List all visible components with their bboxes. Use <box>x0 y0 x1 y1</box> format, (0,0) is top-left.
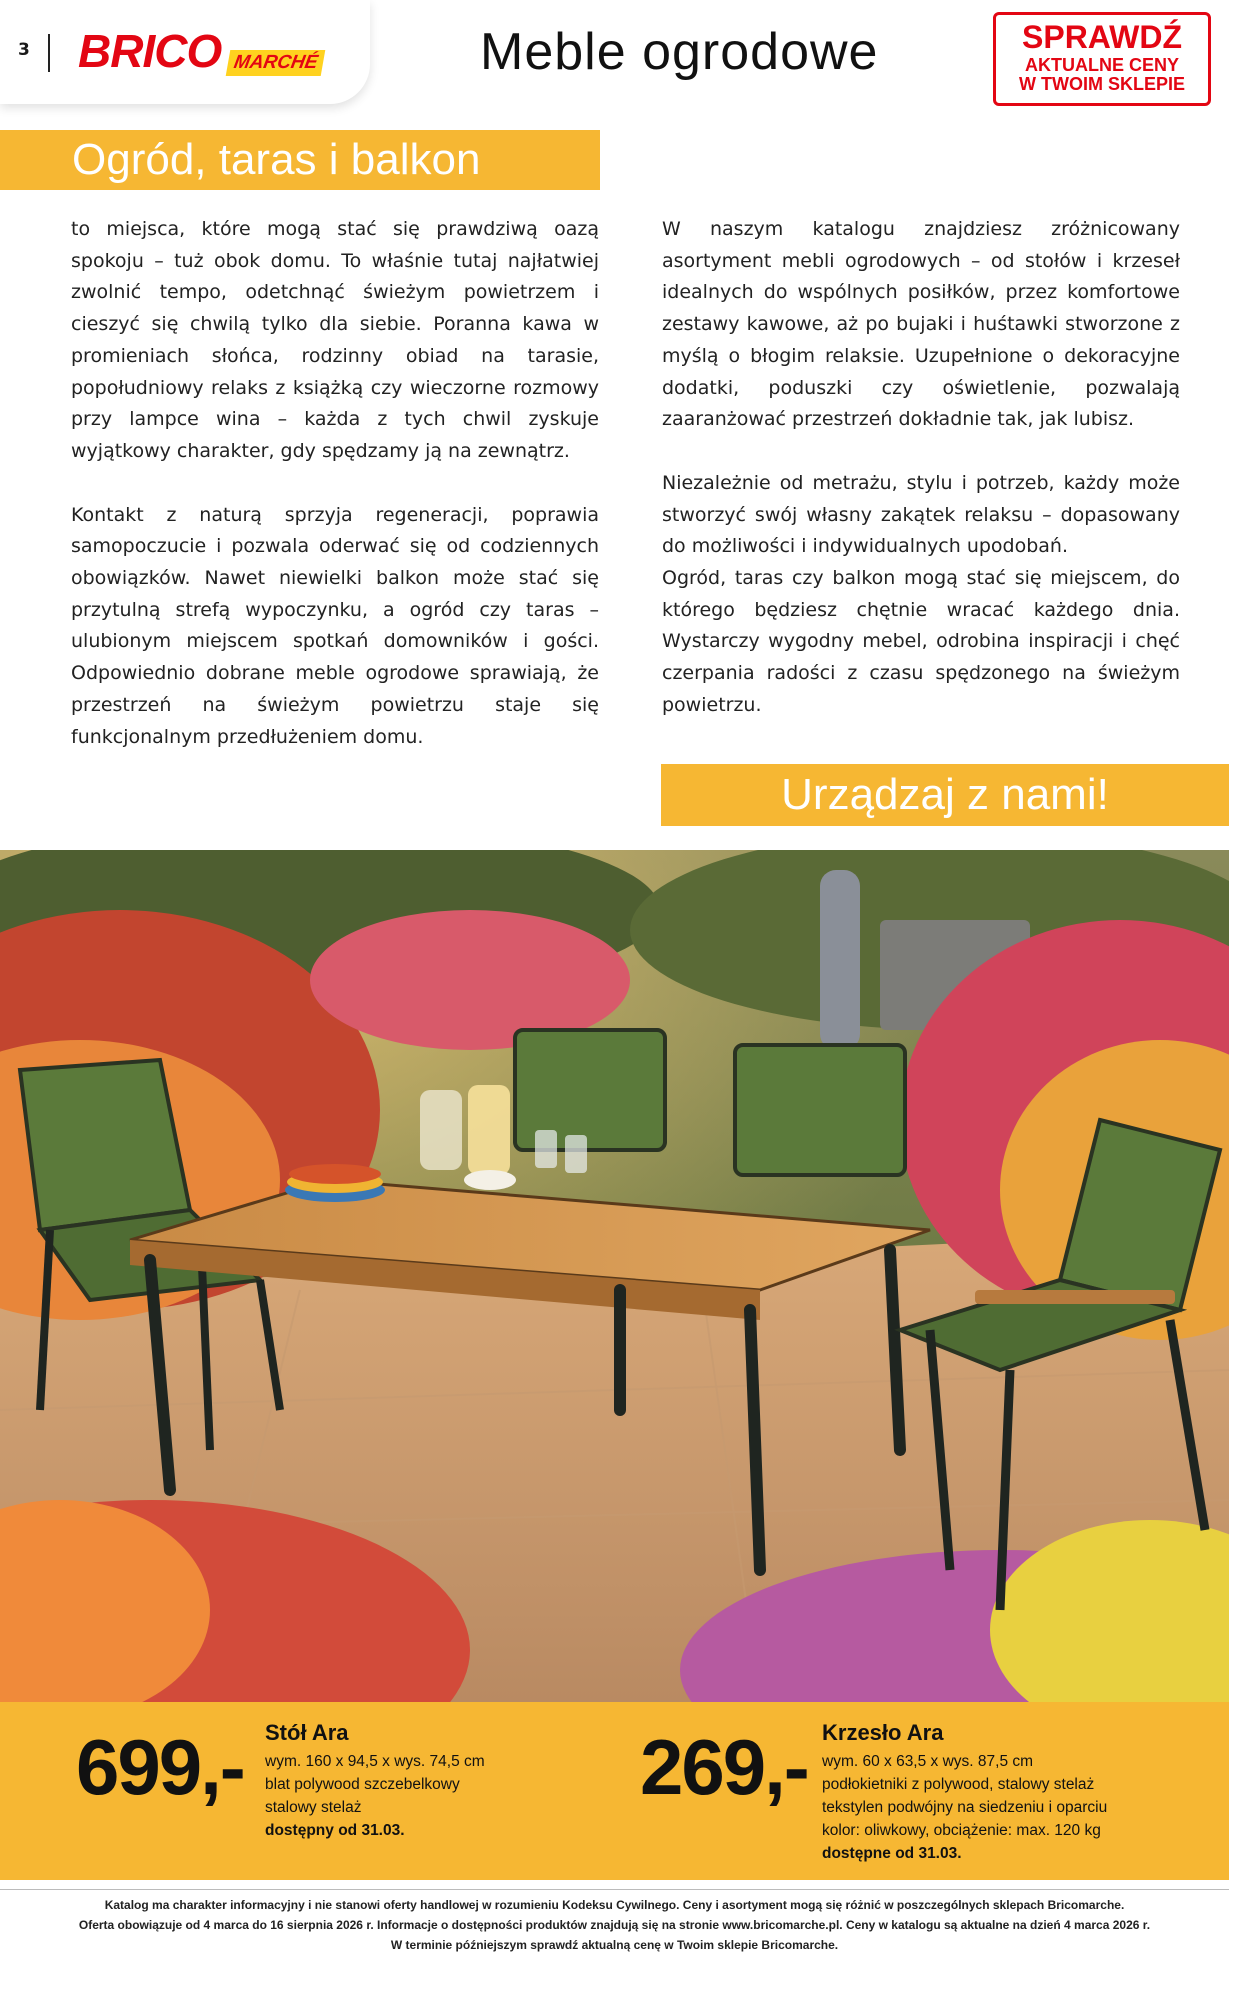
product-availability: dostępny od 31.03. <box>265 1822 405 1839</box>
check-badge-line-2: W TWOIM SKLEPIE <box>1019 74 1185 94</box>
page-title: Meble ogrodowe <box>480 23 879 81</box>
section-heading-garden: Ogród, taras i balkon <box>0 130 600 190</box>
footer-line-1: Katalog ma charakter informacyjny i nie stanowi oferty handlowej w rozumieniu Kodeksu Cywilnego. Ceny i asortyment mogą się różnić w poszczególnych sklepach Bricomarche. <box>104 1898 1125 1912</box>
product-table <box>265 1720 485 1842</box>
section-heading-arrange: Urządzaj z nami! <box>661 764 1229 826</box>
left-text-column <box>71 214 599 753</box>
product-availability: dostępne od 31.03. <box>822 1845 962 1862</box>
page-number: 3 <box>18 40 30 60</box>
logo-divider <box>48 34 50 72</box>
product-spec: kolor: oliwkowy, obciążenie: max. 120 kg <box>822 1822 1101 1839</box>
price-band <box>0 1702 1229 1880</box>
check-badge-line-1: AKTUALNE CENY <box>1024 55 1179 75</box>
footer-divider <box>0 1889 1229 1890</box>
price-table: 699,- <box>76 1723 244 1811</box>
product-chair <box>822 1720 1107 1865</box>
left-paragraph-2: Kontakt z naturą sprzyja regeneracji, poprawia samopoczucie i pozwala oderwać się od codziennych obowiązków. Nawet niewielki balkon może stać się przytulną strefą wypoczynku, a ogród czy taras – ulubionym miejscem spotkań domowników i gości. Odpowiednio dobrane meble ogrodowe sprawiają, że przestrzeń na świeżym powietrzu staje się funkcjonalnym przedłużeniem domu. <box>71 503 599 748</box>
check-badge-title: SPRAWDŹ <box>1022 19 1182 55</box>
product-spec: blat polywood szczebelkowy <box>265 1776 460 1793</box>
brand-logo-subtitle: MARCHÉ <box>226 50 326 76</box>
product-spec: wym. 60 x 63,5 x wys. 87,5 cm <box>822 1753 1034 1770</box>
legal-footer <box>0 1895 1229 1955</box>
right-paragraph-2: Niezależnie od metrażu, stylu i potrzeb, każdy może stworzyć swój własny zakątek relaksu – dopasowany do możliwości i indywidualnych upodobań. <box>662 471 1180 558</box>
garden-furniture-photo <box>0 850 1229 1702</box>
product-spec: podłokietniki z polywood, stalowy stelaż <box>822 1776 1095 1793</box>
product-name-table: Stół Ara <box>265 1720 349 1745</box>
check-prices-badge <box>993 12 1211 106</box>
header <box>0 0 1252 110</box>
product-spec: stalowy stelaż <box>265 1799 362 1816</box>
footer-line-3: W terminie późniejszym sprawdź aktualną cenę w Twoim sklepie Bricomarche. <box>390 1938 839 1952</box>
right-paragraph-1: W naszym katalogu znajdziesz zróżnicowany asortyment mebli ogrodowych – od stołów i krzeseł idealnych do wspólnych posiłków, przez komfortowe zestawy kawowe, aż po bujaki i huśtawki stworzone z myślą o błogim relaksie. Uzupełnione o dekoracyjne dodatki, poduszki czy oświetlenie, pozwalają zaaranżować przestrzeń dokładnie tak, jak lubisz. <box>662 218 1180 431</box>
left-paragraph-1: to miejsca, które mogą stać się prawdziwą oazą spokoju – tuż obok domu. To właśnie tutaj najłatwiej zwolnić tempo, odetchnąć świeżym powietrzem i cieszyć się chwilą tylko dla siebie. Poranna kawa w promieniach słońca, rodzinny obiad na tarasie, popołudniowy relaks z książką czy wieczorne rozmowy przy lampce wina – każda z tych chwil zyskuje wyjątkowy charakter, gdy spędzamy ją na zewnątrz. <box>71 218 599 462</box>
right-text-column <box>662 214 1180 722</box>
product-name-chair: Krzesło Ara <box>822 1720 944 1745</box>
photo-illustration <box>0 850 1229 1702</box>
product-spec: wym. 160 x 94,5 x wys. 74,5 cm <box>265 1753 485 1770</box>
price-chair: 269,- <box>640 1723 808 1811</box>
product-spec: tekstylen podwójny na siedzeniu i oparciu <box>822 1799 1108 1816</box>
footer-line-2: Oferta obowiązuje od 4 marca do 16 sierpnia 2026 r. Informacje o dostępności produktów znajdują się na stronie www.bricomarche.pl. Ceny w katalogu są aktualne na dzień 4 marca 2026 r. <box>78 1918 1151 1932</box>
logo-panel <box>0 0 370 104</box>
right-paragraph-3: Ogród, taras czy balkon mogą stać się miejscem, do którego będziesz chętnie wracać każdego dnia. Wystarczy wygodny mebel, odrobina inspiracji i chęć czerpania radości z czasu spędzonego na świeżym powietrzu. <box>662 567 1180 716</box>
brand-logo[interactable]: BRICO <box>78 25 222 77</box>
